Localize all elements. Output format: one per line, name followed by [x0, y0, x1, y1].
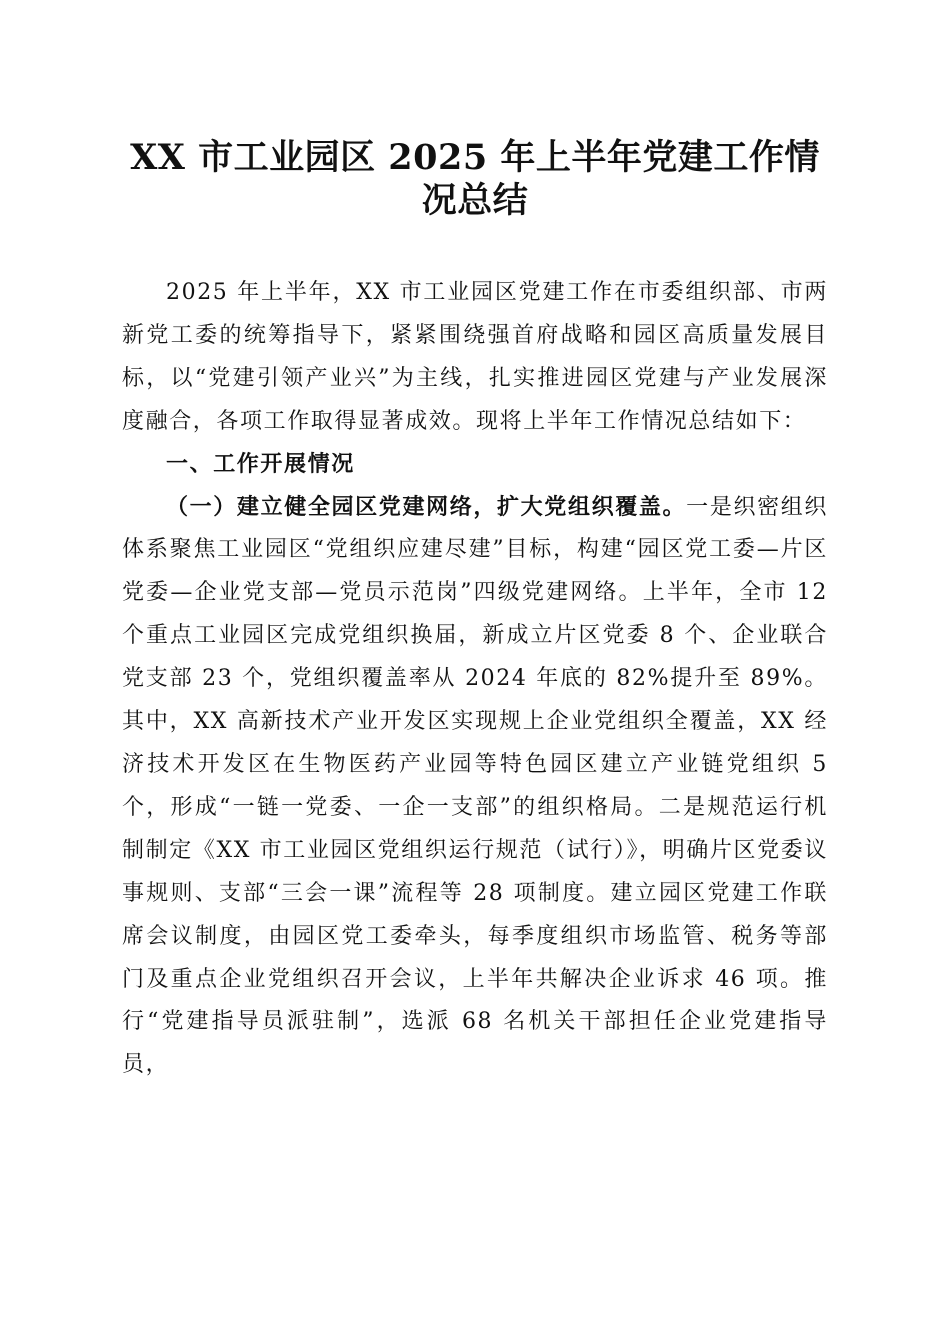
document-title: XX 市工业园区 2025 年上半年党建工作情况总结 — [130, 137, 820, 221]
subsection-paragraph — [122, 487, 828, 1088]
subsection-body: 一是织密组织体系聚焦工业园区“党组织应建尽建”目标，构建“园区党工委—片区党委—企业党支部—党员示范岗”四级党建网络。上半年，全市 12 个重点工业园区完成党组织换届，新成立片区党委 8 个、企业联合党支部 23 个，党组织覆盖率从 2024 年底的 82%提升至 89%。其中，XX 高新技术产业开发区实现规上企业党组织全覆盖，XX 经济技术开发区在生物医药产业园等特色园区建立产业链党组织 5 个，形成“一链一党委、一企一支部”的组织格局。二是规范运行机制制定《XX 市工业园区党组织运行规范（试行）》，明确片区党委议事规则、支部“三会一课”流程等 28 项制度。建立园区党建工作联席会议制度，由园区党工委牵头，每季度组织市场监管、税务等部门及重点企业党组织召开会议，上半年共解决企业诉求 46 项。推行“党建指导员派驻制”，选派 68 名机关干部担任企业党建指导员， — [122, 494, 828, 1078]
intro-paragraph: 2025 年上半年，XX 市工业园区党建工作在市委组织部、市两新党工委的统筹指导下，紧紧围绕强首府战略和园区高质量发展目标，以“党建引领产业兴”为主线，扎实推进园区党建与产业发展深度融合，各项工作取得显著成效。现将上半年工作情况总结如下： — [122, 280, 828, 434]
document-page — [122, 136, 828, 1087]
document-body — [122, 272, 828, 1087]
subsection-heading: （一）建立健全园区党建网络，扩大党组织覆盖。 — [166, 494, 687, 520]
section-heading: 一、工作开展情况 — [166, 451, 355, 477]
